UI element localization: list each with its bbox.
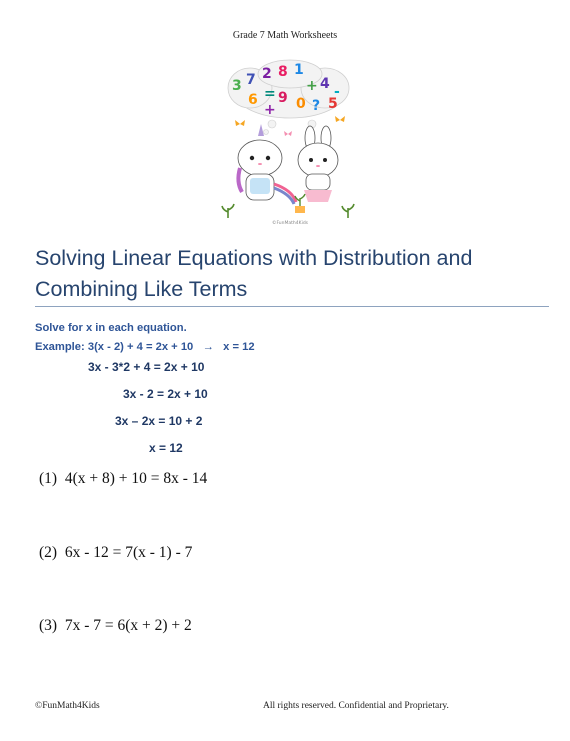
example-step-4: x = 12 — [149, 441, 183, 455]
problem-equation: 7x - 7 = 6(x + 2) + 2 — [64, 617, 192, 634]
cloud-digit: 8 — [278, 64, 288, 80]
unicorn-character — [238, 124, 296, 204]
cloud-digit: 3 — [232, 78, 242, 94]
title-line-1: Solving Linear Equations with Distribution and — [35, 246, 473, 270]
problem-equation: 6x - 12 = 7(x - 1) - 7 — [64, 544, 193, 561]
problem-3 — [39, 617, 192, 635]
cloud-digit: 6 — [248, 92, 258, 108]
arrow-icon: → — [202, 341, 214, 353]
title-line-2: Combining Like Terms — [35, 277, 248, 301]
example-line — [35, 341, 255, 353]
cloud-digit: = — [264, 86, 276, 102]
bunny-character — [298, 126, 338, 202]
cloud-digit: 9 — [278, 90, 288, 106]
cloud-digit: + — [306, 78, 318, 94]
cloud-digit: 2 — [262, 66, 272, 82]
problem-2 — [39, 544, 192, 562]
illustration-image — [220, 58, 360, 226]
cloud-digit: 1 — [294, 62, 304, 78]
worksheet-title — [35, 243, 545, 305]
cloud-digit: ? — [312, 98, 321, 114]
problem-number: (3) — [39, 617, 58, 634]
problem-1 — [39, 470, 207, 488]
problem-number: (1) — [39, 470, 58, 487]
problem-number: (2) — [39, 544, 58, 561]
cloud-digit: + — [264, 102, 276, 118]
problem-equation: 4(x + 8) + 10 = 8x - 14 — [64, 470, 208, 487]
example-answer: x = 12 — [223, 341, 255, 353]
title-divider — [35, 306, 549, 307]
example-step-2: 3x - 2 = 2x + 10 — [123, 387, 208, 401]
footer-rights: All rights reserved. Confidential and Proprietary. — [263, 701, 449, 711]
example-step-1: 3x - 3*2 + 4 = 2x + 10 — [88, 360, 205, 374]
example-step-3: 3x – 2x = 10 + 2 — [115, 414, 203, 428]
cloud-digit: 4 — [320, 76, 330, 92]
illustration-credit: ©FunMath4Kids — [271, 221, 309, 226]
instruction-text: Solve for x in each equation. — [35, 322, 187, 334]
cloud-digit: 7 — [246, 72, 256, 88]
worksheet-header: Grade 7 Math Worksheets — [232, 30, 338, 41]
cloud-digit: - — [334, 84, 340, 100]
cloud-digit: 5 — [328, 96, 338, 112]
footer-copyright: ©FunMath4Kids — [35, 701, 100, 711]
example-label: Example: 3(x - 2) + 4 = 2x + 10 — [35, 341, 194, 353]
cloud-digit: 0 — [296, 96, 306, 112]
